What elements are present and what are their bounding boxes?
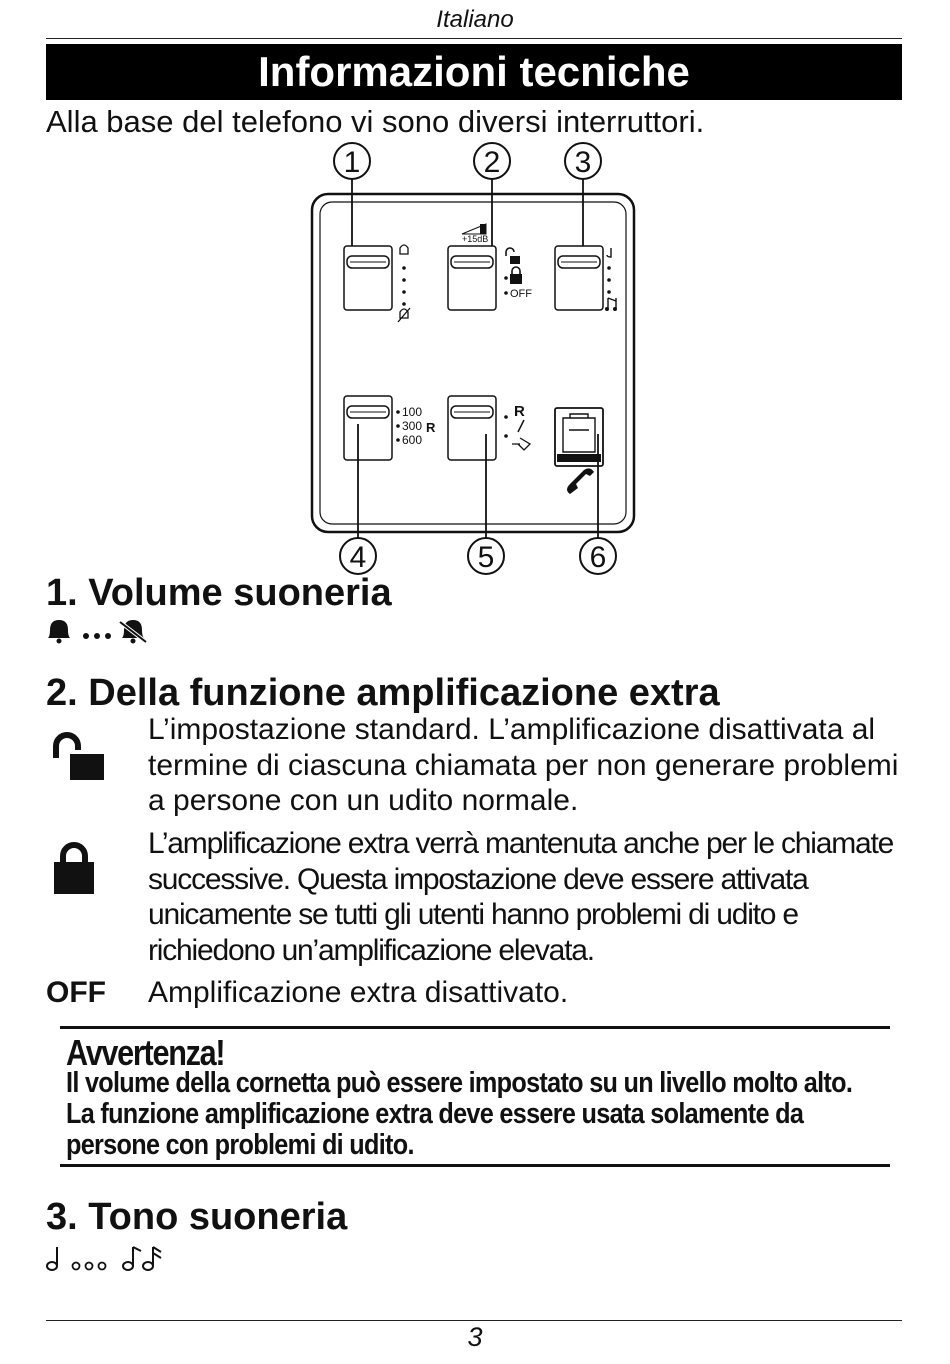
heading-ring-tone: 3. Tono suoneria	[46, 1196, 348, 1238]
svg-text:2: 2	[483, 146, 501, 179]
warning-top-rule	[60, 1026, 890, 1029]
unlocked-padlock-icon	[48, 732, 106, 782]
svg-text:R: R	[514, 403, 525, 420]
off-label: OFF	[46, 976, 106, 1009]
switch-r-mode	[448, 396, 530, 460]
unlocked-description: L’impostazione standard. L’amplificazione disattivata al termine di ciascuna chiamata per non generare problemi a persone con un udito normale.	[148, 713, 899, 817]
warning-title: Avvertenza!	[66, 1032, 225, 1073]
bell-volume-range-icon	[46, 616, 150, 644]
page-title: Informazioni tecniche	[46, 44, 902, 100]
svg-text:100: 100	[402, 405, 423, 419]
locked-padlock-icon	[52, 840, 96, 896]
intro-text: Alla base del telefono vi sono diversi interruttori.	[46, 104, 705, 139]
footer-rule	[46, 1320, 902, 1321]
svg-text:600: 600	[402, 433, 423, 447]
switch-ring-volume	[344, 245, 410, 322]
switch-boost	[448, 224, 532, 310]
svg-text:4: 4	[349, 541, 367, 574]
warning-text: Il volume della cornetta può essere impostato su un livello molto alto. La funzione amplificazione extra deve essere usata solamente da persone con problemi di udito.	[66, 1067, 853, 1161]
switch-panel-diagram	[300, 138, 650, 578]
svg-text:R: R	[426, 420, 436, 435]
switch-ring-tone	[555, 246, 617, 311]
phone-line-socket	[555, 408, 603, 494]
locked-description: L’amplificazione extra verrà mantenuta anche per le chiamate successive. Questa impostazione deve essere attivata unicamente se tutti gli utenti hanno problemi di udito e richiedono un’amplificazione elevata.	[148, 827, 894, 967]
off-description: Amplificazione extra disattivato.	[148, 976, 569, 1009]
heading-ring-volume: 1. Volume suoneria	[46, 572, 392, 614]
svg-text:+15dB: +15dB	[462, 234, 489, 244]
header-rule	[46, 38, 902, 39]
svg-text:OFF: OFF	[510, 288, 532, 300]
language-header: Italiano	[436, 6, 514, 33]
page-number: 3	[467, 1322, 483, 1352]
ring-tone-range-icon	[46, 1244, 176, 1274]
warning-bottom-rule	[60, 1164, 890, 1167]
svg-text:300: 300	[402, 419, 423, 433]
svg-text:1: 1	[343, 146, 361, 179]
heading-boost: 2. Della funzione amplificazione extra	[46, 672, 720, 714]
svg-text:6: 6	[589, 541, 607, 574]
svg-text:3: 3	[574, 146, 592, 179]
svg-text:5: 5	[477, 541, 495, 574]
